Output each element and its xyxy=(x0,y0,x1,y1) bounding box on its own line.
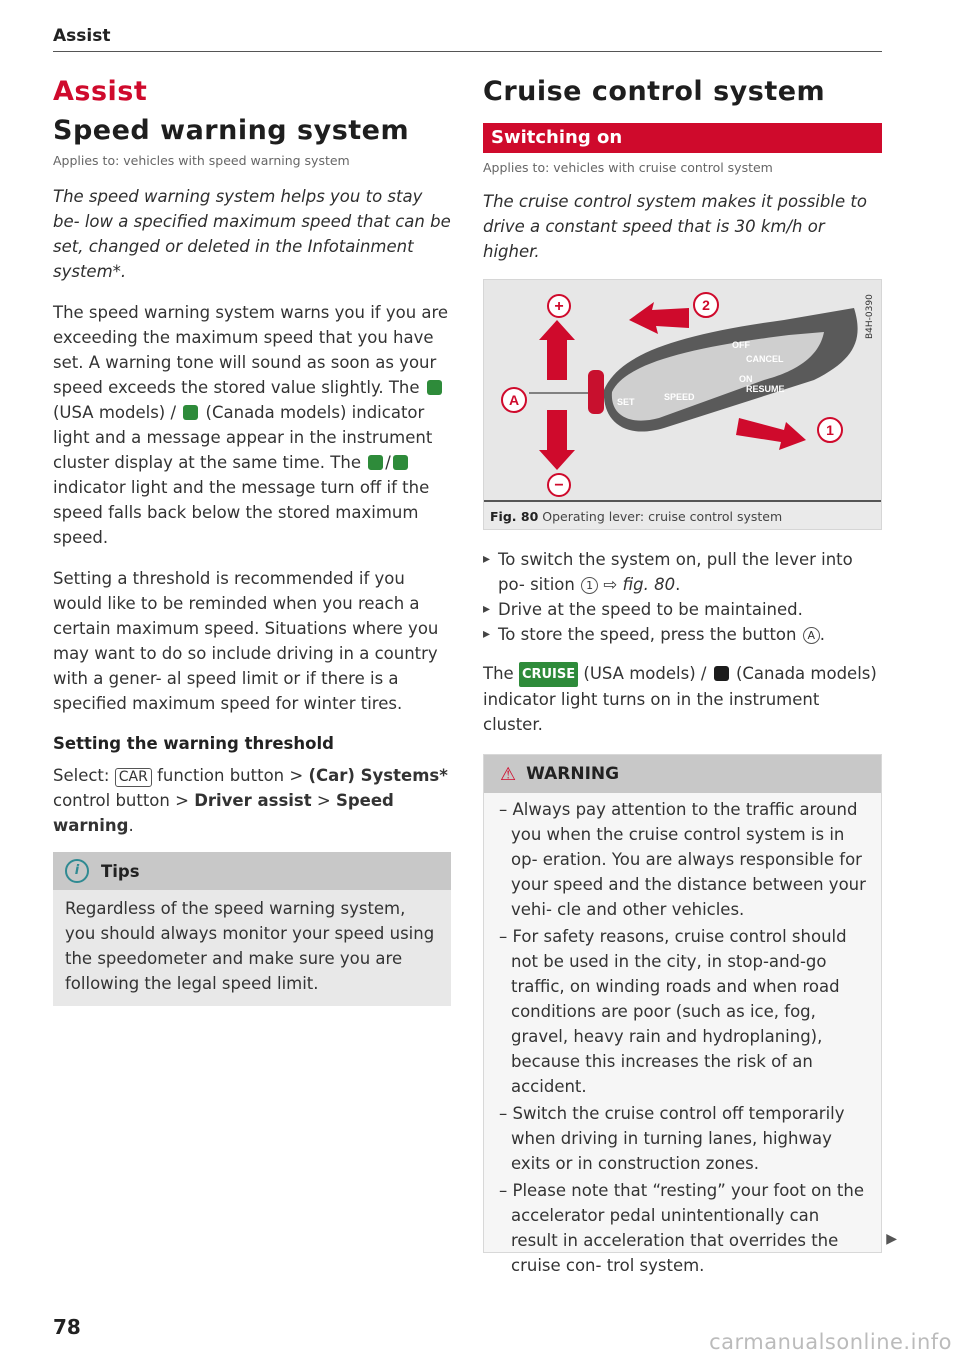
text-run: Select: xyxy=(53,766,110,785)
text-run: indicator light and the message turn off if the speed falls back below the stored maximum speed. xyxy=(53,478,430,547)
figure-caption-text: Operating lever: cruise control system xyxy=(542,509,783,524)
header-rule xyxy=(53,51,882,52)
text-run: . xyxy=(128,816,134,835)
warning-box xyxy=(483,754,897,1275)
two-marker-label: 2 xyxy=(702,297,710,313)
speed-warning-usa-indicator-icon xyxy=(368,455,383,470)
speed-warning-canada-indicator-icon xyxy=(393,455,408,470)
text-run: (USA models) / xyxy=(53,403,177,422)
speed-warning-canada-indicator-icon xyxy=(183,405,198,420)
intro-paragraph: The speed warning system helps you to stay be- low a specified maximum speed that can be set, changed or deleted in the Infotainment system*. xyxy=(53,187,451,281)
text-run: > xyxy=(316,791,331,810)
figure-image xyxy=(484,280,881,502)
plus-marker-label: + xyxy=(554,298,564,315)
lever-label-resume: RESUME xyxy=(746,384,785,394)
cruise-canada-indicator-icon xyxy=(714,666,729,681)
step-item xyxy=(483,547,882,597)
warning-header xyxy=(484,755,881,793)
text-run: . xyxy=(675,575,681,594)
figure-code: B4H-0390 xyxy=(865,294,875,340)
text-run: To switch the system on, pull the lever into po- sition xyxy=(498,550,853,594)
text-run: To store the speed, press the button xyxy=(498,625,797,644)
text-run: control button > xyxy=(53,791,189,810)
tips-title: Tips xyxy=(101,861,140,881)
car-key-label: CAR xyxy=(115,768,152,787)
step-item xyxy=(483,597,882,622)
right-column xyxy=(483,70,897,1275)
section-title-speed-warning: Speed warning system xyxy=(53,115,410,146)
warning-title: WARNING xyxy=(526,764,620,784)
text-run: . xyxy=(819,625,825,644)
section-title-cruise-control: Cruise control system xyxy=(483,76,826,107)
menu-item-car-systems: (Car) Systems* xyxy=(308,766,448,785)
warning-list xyxy=(484,793,881,1278)
figure-80 xyxy=(483,279,882,530)
button-a-shape xyxy=(588,370,604,414)
position-1-marker: 1 xyxy=(581,577,598,594)
menu-item-driver-assist: Driver assist xyxy=(194,791,312,810)
cruise-indicator-icon: CRUISE xyxy=(519,662,578,687)
text-run: The xyxy=(483,664,514,683)
text-run: Drive at the speed to be maintained. xyxy=(498,600,803,619)
warning-item: – Please note that “resting” your foot on the accelerator pedal unintentionally can result in acceleration that overrides the cruise con- trol system. xyxy=(499,1181,864,1275)
arrow-back-icon xyxy=(629,302,689,334)
one-marker-label: 1 xyxy=(826,422,834,438)
lever-label-cancel: CANCEL xyxy=(746,354,784,364)
continue-arrow-icon: ▶ xyxy=(886,1231,897,1247)
figure-reference: fig. 80 xyxy=(622,575,676,594)
subsection-bar: Switching on xyxy=(483,123,882,153)
select-instruction xyxy=(53,763,451,838)
warning-item: – For safety reasons, cruise control should not be used in the city, in stop-and-go traffic, on winding roads and when road conditions are poor (such as ice, fog, gravel, heavy rain and hydroplaning), because this increases the risk of an accident. xyxy=(499,927,847,1096)
text-run: (Canada models) indicator light and a message appear in the instrument cluster display at the same time. The xyxy=(53,403,433,472)
step-item xyxy=(483,622,882,647)
text-run: function button > xyxy=(157,766,304,785)
arrow-up-icon xyxy=(539,320,575,380)
lever-label-speed: SPEED xyxy=(664,392,695,402)
minus-marker-label: − xyxy=(554,477,564,494)
arrow-ref-icon: ⇨ xyxy=(603,575,618,594)
tips-box xyxy=(53,852,451,1006)
arrow-pull-icon xyxy=(736,418,806,450)
figure-caption xyxy=(490,509,782,524)
text-run: (USA models) / xyxy=(583,664,707,683)
lever-label-on: ON xyxy=(739,374,753,384)
body-paragraph-threshold: Setting a threshold is recommended if you would like to be reminded when you reach a certain maximum speed. Situations where you may want to do so include driving in a country with a gener- al speed limit or if there is a specified maximum speed for winter tires. xyxy=(53,569,439,713)
subheading-warning-threshold: Setting the warning threshold xyxy=(53,734,334,753)
button-a-marker: A xyxy=(803,627,820,644)
lever-label-set: SET xyxy=(617,397,635,407)
warning-item: – Switch the cruise control off temporarily when driving in turning lanes, highway exits or in construction zones. xyxy=(499,1104,845,1173)
text-run: / xyxy=(385,453,391,472)
speed-warning-usa-indicator-icon xyxy=(427,380,442,395)
figure-caption-label: Fig. 80 xyxy=(490,509,539,524)
category-title: Assist xyxy=(53,76,148,107)
arrow-down-icon xyxy=(539,410,575,470)
intro-paragraph: The cruise control system makes it possible to drive a constant speed that is 30 km/h or higher. xyxy=(483,192,867,261)
tips-header xyxy=(53,852,451,890)
page-number: 78 xyxy=(53,1315,81,1339)
running-head: Assist xyxy=(53,26,111,46)
text-run: The speed warning system warns you if you are exceeding the maximum speed that you have set. A warning tone will sound as soon as your speed exceeds the stored value slightly. The xyxy=(53,303,449,397)
lever-label-off: OFF xyxy=(732,340,750,350)
left-column xyxy=(53,70,451,1006)
menu-item-speed-warning: Speed warning xyxy=(53,791,394,835)
watermark: carmanualsonline.info xyxy=(709,1330,952,1354)
indicator-paragraph xyxy=(483,661,882,737)
cruise-lever-illustration xyxy=(484,280,881,500)
applies-note: Applies to: vehicles with cruise control system xyxy=(483,160,773,175)
steps-list xyxy=(483,547,882,647)
applies-note: Applies to: vehicles with speed warning system xyxy=(53,153,350,168)
text-run: (Canada models) indicator light turns on in the instrument cluster. xyxy=(483,664,877,734)
warning-triangle-icon: ⚠ xyxy=(500,763,517,785)
warning-item: – Always pay attention to the traffic around you when the cruise control system is in op- eration. You are always responsible for your speed and the distance between your vehi- cle and other vehicles. xyxy=(499,800,866,919)
tips-body: Regardless of the speed warning system, you should always monitor your speed using the speedometer and make sure you are following the legal speed limit. xyxy=(65,899,435,993)
a-marker-label: A xyxy=(508,392,520,408)
info-icon: i xyxy=(65,859,89,883)
body-paragraph-warns xyxy=(53,300,451,550)
